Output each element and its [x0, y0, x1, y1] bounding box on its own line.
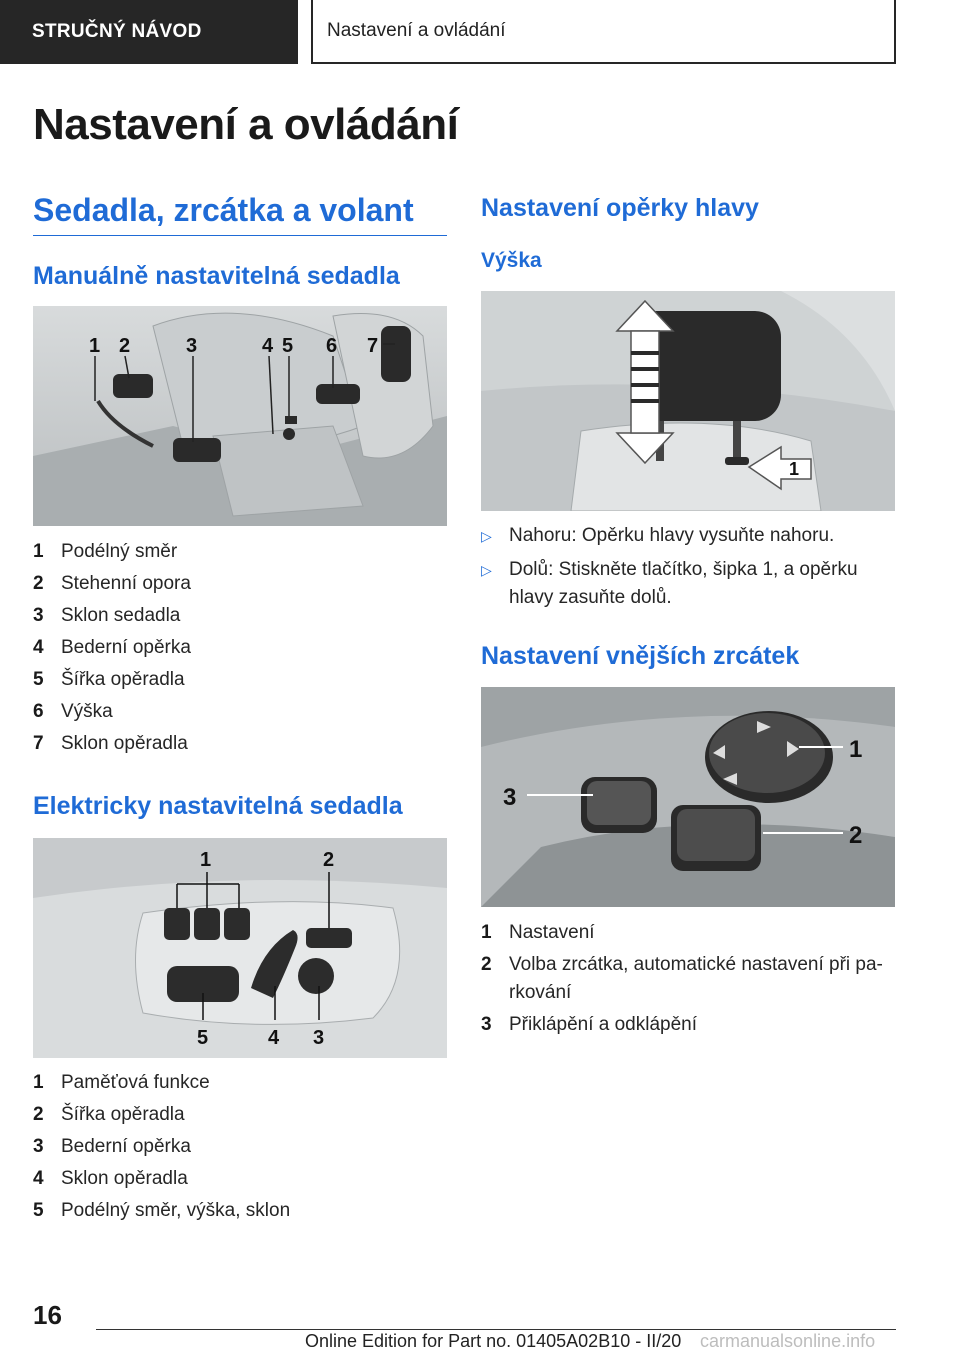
item-number: 1 [481, 922, 492, 943]
item-number: 5 [33, 1200, 44, 1221]
item-number: 3 [481, 1014, 492, 1035]
item-text: Paměťová funkce [61, 1072, 210, 1093]
header-chapter-tab: Nastavení a ovládání [311, 0, 896, 64]
callout-2: 2 [849, 822, 863, 849]
headrest-figure [481, 291, 895, 511]
list-item [33, 664, 447, 696]
item-text: Přiklápění a odklápění [509, 1014, 698, 1035]
callout-5: 5 [197, 1027, 209, 1049]
footer-rule [96, 1329, 896, 1330]
item-number: 4 [33, 637, 44, 658]
callout-7: 7 [367, 335, 379, 357]
item-text: Volba zrcátka, automatické nastavení při pa-rkování [509, 954, 883, 1003]
item-text: Sklon opěradla [61, 1168, 188, 1189]
item-number: 5 [33, 669, 44, 690]
item-text: Šířka opěradla [61, 669, 185, 690]
callout-2: 2 [323, 849, 335, 871]
callout-4: 4 [262, 335, 274, 357]
electric-seat-figure [33, 838, 447, 1058]
page-title: Nastavení a ovládání [33, 100, 459, 149]
list-item [33, 1067, 447, 1099]
callout-1: 1 [849, 736, 863, 763]
item-number: 1 [33, 1072, 44, 1093]
item-text: Stehenní opora [61, 573, 191, 594]
callout-1: 1 [200, 849, 212, 871]
callout-3: 3 [313, 1027, 325, 1049]
footer-edition: Online Edition for Part no. 01405A02B10 - II/20 [305, 1331, 682, 1351]
mirror-legend [481, 917, 895, 1041]
callout-1: 1 [789, 459, 800, 479]
item-number: 4 [33, 1168, 44, 1189]
bullet-text: Nahoru: Opěrku hlavy vysuňte nahoru. [509, 525, 835, 546]
manual-seat-figure [33, 306, 447, 526]
list-item [33, 1099, 447, 1131]
heading-mirrors: Nastavení vnějších zrcátek [481, 642, 800, 670]
electric-seat-legend [33, 1067, 447, 1227]
list-item [33, 696, 447, 728]
list-item [481, 917, 895, 949]
list-item [33, 568, 447, 600]
item-text: Podélný směr [61, 541, 178, 562]
callout-4: 4 [268, 1027, 280, 1049]
item-number: 3 [33, 1136, 44, 1157]
bullet-text: Dolů: Stiskněte tlačítko, šipka 1, a opěrku hlavy zasuňte dolů. [509, 559, 858, 608]
heading-headrest: Nastavení opěrky hlavy [481, 194, 759, 222]
item-number: 7 [33, 733, 44, 754]
list-item [33, 536, 447, 568]
item-text: Nastavení [509, 922, 595, 943]
item-text: Sklon sedadla [61, 605, 181, 626]
item-text: Bederní opěrka [61, 637, 191, 658]
item-text: Výška [61, 701, 113, 722]
section-title-seats: Sedadla, zrcátka a volant [33, 192, 414, 228]
item-number: 6 [33, 701, 44, 722]
page-number: 16 [33, 1300, 62, 1330]
callout-3: 3 [186, 335, 198, 357]
list-item [481, 1009, 895, 1041]
item-text: Podélný směr, výška, sklon [61, 1200, 291, 1221]
callout-2: 2 [119, 335, 131, 357]
item-text: Bederní opěrka [61, 1136, 191, 1157]
list-item [33, 1131, 447, 1163]
list-item [33, 600, 447, 632]
headrest-instructions [481, 522, 895, 618]
mirror-controls-figure [481, 687, 895, 907]
heading-manual-seats: Manuálně nastavitelná sedadla [33, 262, 400, 290]
section-rule [33, 235, 447, 236]
triangle-bullet-icon: ▷ [481, 562, 492, 578]
list-item [481, 951, 895, 1007]
callout-3: 3 [503, 784, 517, 811]
callout-6: 6 [326, 335, 338, 357]
item-number: 2 [33, 1104, 44, 1125]
footer-watermark: carmanualsonline.info [700, 1331, 876, 1351]
triangle-bullet-icon: ▷ [481, 528, 492, 544]
bullet-item [481, 522, 895, 550]
callout-5: 5 [282, 335, 294, 357]
heading-electric-seats: Elektricky nastavitelná sedadla [33, 792, 403, 820]
item-number: 2 [33, 573, 44, 594]
item-text: Sklon opěradla [61, 733, 188, 754]
header-section-tab: STRUČNÝ NÁVOD [0, 0, 298, 64]
list-item [33, 1163, 447, 1195]
item-number: 2 [481, 954, 492, 975]
manual-seat-legend [33, 536, 447, 760]
heading-height: Výška [481, 249, 542, 272]
item-number: 1 [33, 541, 44, 562]
bullet-item [481, 556, 895, 612]
list-item [33, 1195, 447, 1227]
list-item [33, 632, 447, 664]
callout-1: 1 [89, 335, 101, 357]
item-number: 3 [33, 605, 44, 626]
item-text: Šířka opěradla [61, 1104, 185, 1125]
list-item [33, 728, 447, 760]
